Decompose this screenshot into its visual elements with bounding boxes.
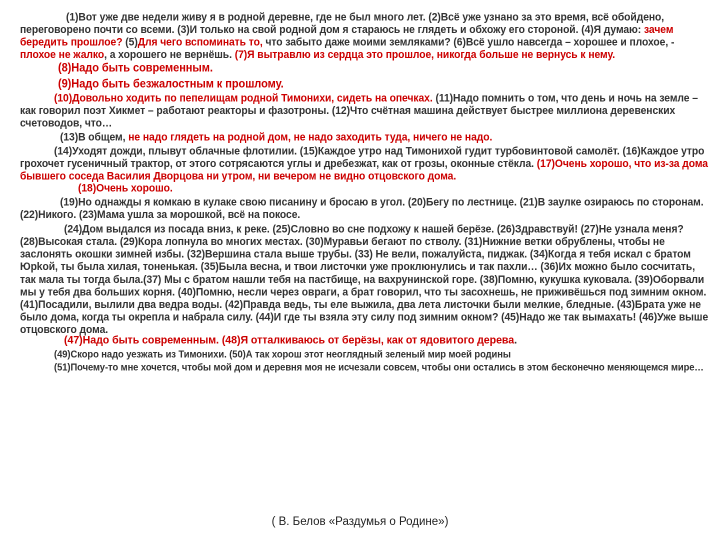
highlighted-text: Для чего вспоминать то, (137, 37, 263, 49)
paragraph-9: (9)Надо быть безжалостным к прошлому. (58, 77, 284, 91)
text-run: что забыто даже моими земляками? (6)Всё ушло навсегда – хорошее и плохое, - (262, 37, 675, 49)
highlighted-text: плохое не жалко (20, 49, 105, 62)
text-run: (1)Вот уже две недели живу я в родной деревне, где не был много лет. (2)Всё уже узнано за это время, всё обойдено, переговорено почти со всеми. (3)И только на свой родной дом я стараюсь не глядеть и обхожу его стороной. (4)Я думаю: (20, 12, 665, 37)
paragraph-10 (20, 93, 710, 131)
paragraph-51: (51)Почему-то мне хочется, чтобы мой дом и деревня моя не исчезали совсем, чтобы они остались в этом бесконечно меняющемся мире… (54, 361, 704, 373)
highlighted-text: (7)Я вытравлю из сердца это прошлое, никогда больше не вернусь к нему. (234, 49, 616, 62)
paragraph-13 (20, 132, 710, 145)
highlighted-text: (47)Надо быть современным. (64, 334, 219, 347)
text-run: , а хорошего не вернёшь. (104, 49, 235, 62)
highlighted-text: зачем бередить прошлое? (20, 24, 674, 49)
highlighted-text: (48)Я отталкиваюсь от берёзы, как от ядовитого дерева (221, 334, 515, 347)
paragraph-14 (20, 146, 710, 184)
highlighted-text: не надо глядеть на родной дом, не надо заходить туда, ничего не надо. (128, 132, 493, 144)
text-run: (13)В общем, (60, 132, 129, 144)
paragraph-24: (24)Дом выдался из посада вниз, к реке. (25)Словно во сне подхожу к нашей берёзе. (26)Здравствуй! (27)Не узнала меня? (28)Высокая стала. (29)Кора лопнула во многих местах. (30)Муравьи бегают по стволу. (31)Нижние ветки обрублены, чтобы не заслонять окошки зимней избы. (32)Вершина стала выше трубы. (33) Не вели, пожалуйста, пиджак. (34)Когда я тебя искал с братом Юрkой, ты была хилая, тоненькая. (35)Была весна, и твои листочки уже проклюнулись и так пахли… (36)Их можно было сосчитать, так мала ты тогда была.(37) Мы с братом нашли тебя на пастбище, на вахрунинской горе. (38)Помню, кукушка куковала. (39)Оборвали мы у тебя два больших корня. (40)Помню, несли через овраги, а брат говорил, что ты засохнешь, не приживёшься под зимним окном. (41)Посадили, вылили два ведра воды. (42)Правда ведь, ты еле выжила, два лета листочки были мелкие, бледные. (43)Брата уже не было дома, когда ты окрепла и набрала силу. (44)И где ты взяла эту силу под зимним окном? (45)Надо же так вымахать! (46)Уже выше отцовского дома. (20, 223, 709, 336)
text-run: (5) (122, 37, 138, 49)
highlighted-text: (17)Очень хорошо, что из-за дома бывшего соседа Василия Дворцова ни утром, ни вечером не видно отцовского дома. (20, 158, 708, 183)
paragraph-19: (19)Но однажды я комкаю в кулаке свою писанину и бросаю в угол. (20)Бегу по лестнице. (21)В заулке озираюсь по сторонам. (22)Никого. (23)Мама ушла за морошкой, всё на покосе. (20, 196, 704, 221)
paragraph-8: (8)Надо быть современным. (58, 61, 213, 75)
paragraph-47 (20, 334, 710, 347)
paragraph-49: (49)Скоро надо уезжать из Тимонихи. (50)А так хорош этот неоглядный зеленый мир моей родины (54, 348, 511, 360)
source-citation: ( В. Белов «Раздумья о Родине») (271, 516, 449, 528)
text-run: . (514, 334, 517, 347)
text-run: (11)Надо помнить о том, что день и ночь на земле – как говорил поэт Хикмет – работают реакторы и фазотроны. (12)Что счётная машина действует быстрее миллиона деревенских счетоводов, что… (20, 93, 698, 130)
paragraph-1 (20, 12, 710, 62)
paragraph-18: (18)Очень хорошо. (78, 182, 173, 195)
highlighted-text: (10)Довольно ходить по пепелищам родной Тимонихи, сидеть на опечках. (54, 93, 433, 105)
text-run: (14)Уходят дожди, плывут облачные флотилии. (15)Каждое утро над Тимонихой гудит турбовинтовой самолёт. (16)Каждое утро грохочет гусеничный трактор, от этого сотрясаются углы и дребезжат, как от грозы, оконные стёкла. (20, 146, 705, 171)
